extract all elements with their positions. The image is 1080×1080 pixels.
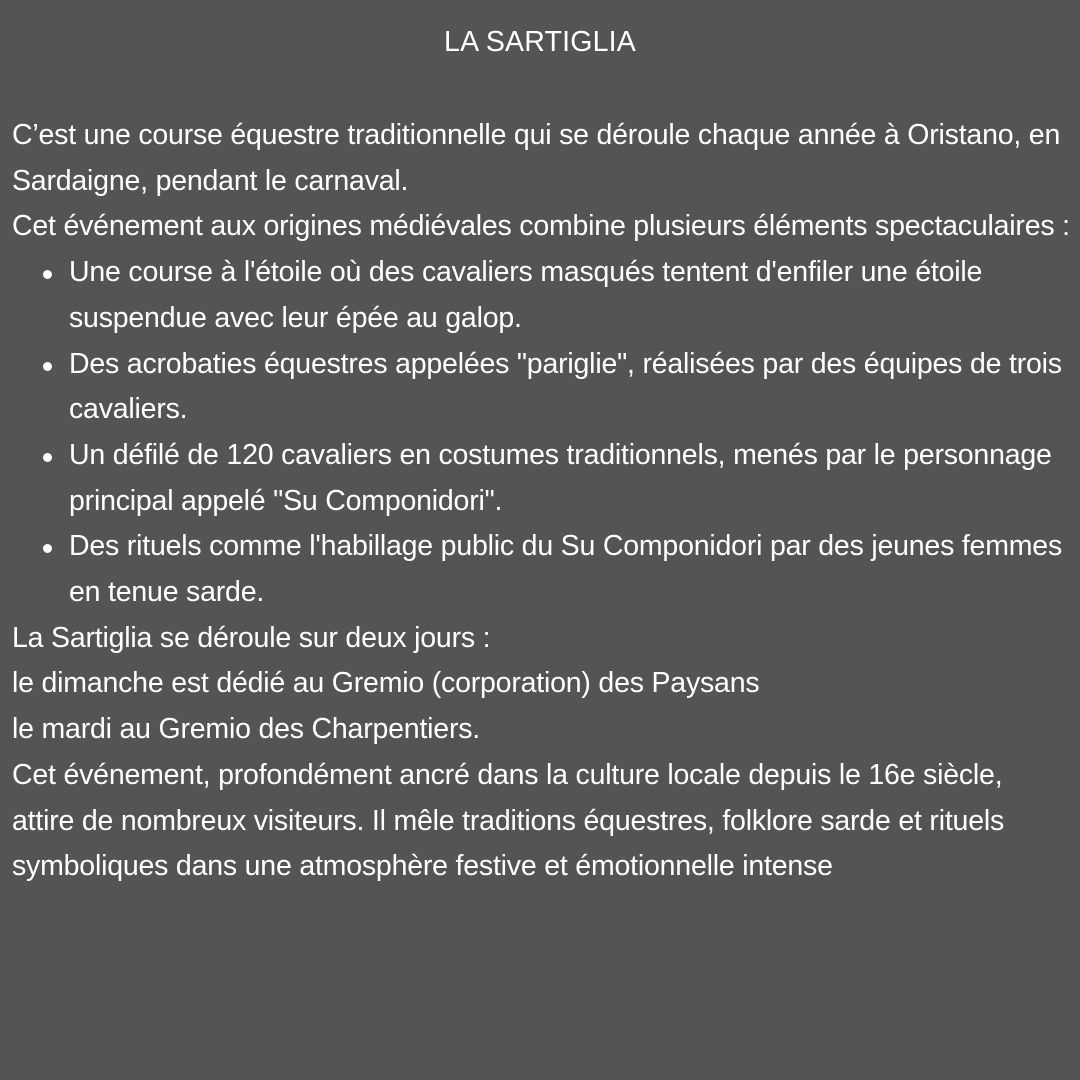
document-body [12, 22, 1072, 890]
list-item [12, 342, 1072, 433]
list-item-text: Des acrobaties équestres appelées "pariglie", réalisées par des équipes de trois cavaliers. [69, 347, 1062, 426]
intro-paragraph-1: C’est une course équestre traditionnelle qui se déroule chaque année à Oristano, en Sardaigne, pendant le carnaval. [12, 119, 1061, 197]
bullet-icon [43, 270, 52, 279]
page-title: LA SARTIGLIA [444, 26, 636, 58]
schedule-tuesday: le mardi au Gremio des Charpentiers. [12, 713, 481, 746]
bullet-icon [43, 362, 52, 371]
list-item-text: Une course à l'étoile où des cavaliers masqués tentent d'enfiler une étoile suspendue avec leur épée au galop. [69, 256, 983, 334]
list-item-text: Des rituels comme l'habillage public du Su Componidori par des jeunes femmes en tenue sarde. [69, 530, 1062, 609]
list-item [12, 433, 1072, 524]
bullet-icon [43, 544, 52, 553]
list-item [12, 524, 1072, 615]
conclusion-paragraph: Cet événement, profondément ancré dans la culture locale depuis le 16e siècle, attire de nombreux visiteurs. Il mêle traditions équestres, folklore sarde et rituels symboliques dans une atmosphère festive et émotionnelle intense [12, 758, 1005, 883]
intro-paragraph-2: Cet événement aux origines médiévales combine plusieurs éléments spectaculaires : [12, 210, 1070, 243]
bullet-icon [43, 453, 52, 462]
schedule-sunday: le dimanche est dédié au Gremio (corporation) des Paysans [12, 667, 760, 700]
list-item [12, 250, 1072, 341]
list-item-text: Un défilé de 120 cavaliers en costumes traditionnels, menés par le personnage principal appelé "Su Componidori". [69, 438, 1052, 517]
feature-list [12, 250, 1072, 616]
schedule-intro: La Sartiglia se déroule sur deux jours : [12, 621, 491, 654]
